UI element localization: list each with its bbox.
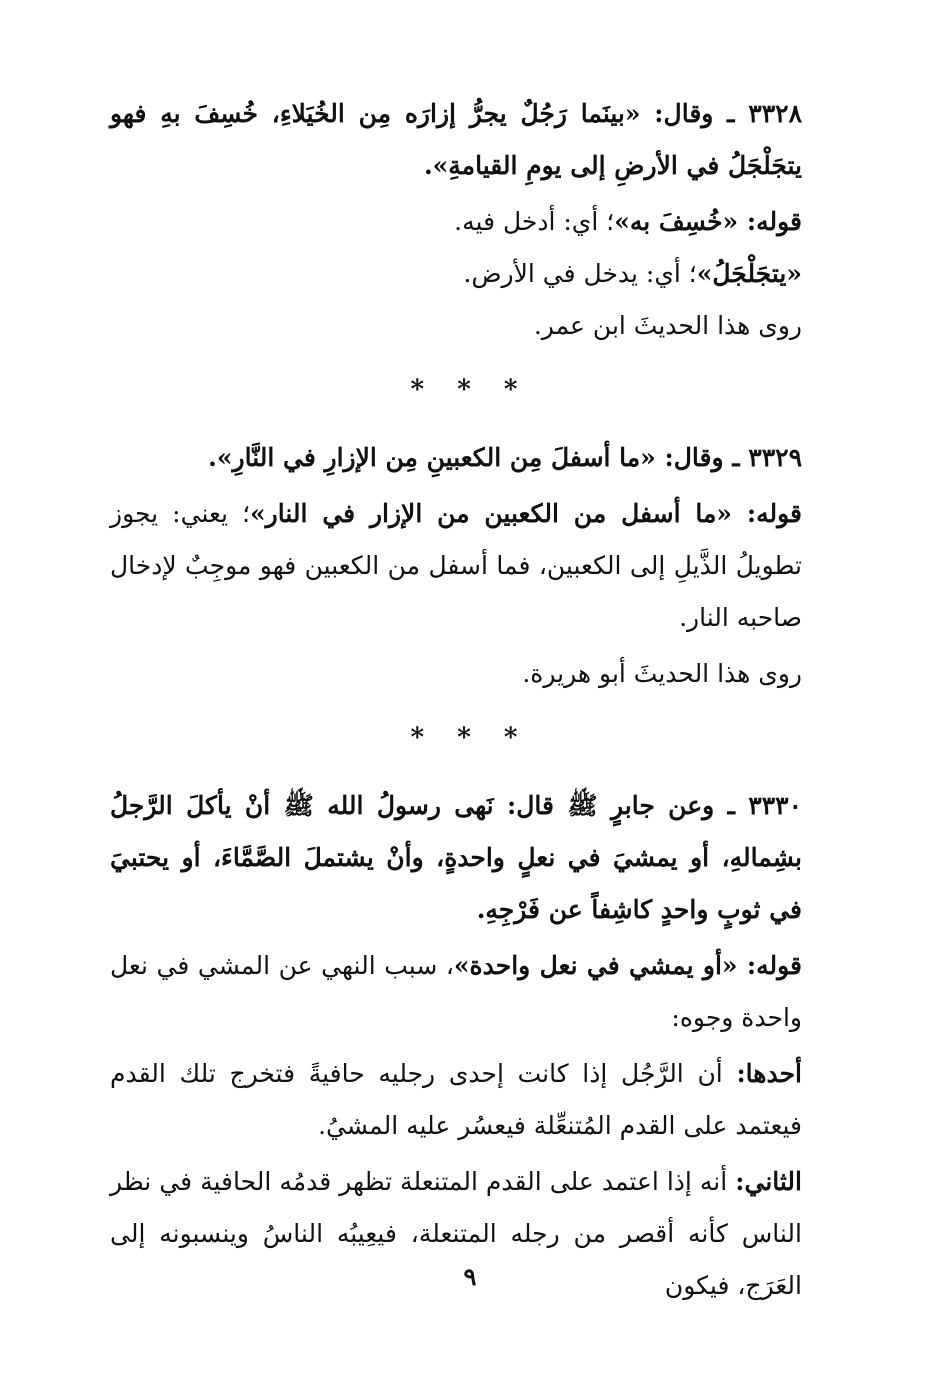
commentary-label: «يتجَلْجَلُ»: [696, 259, 802, 288]
hadith-intro: ـ وقال:: [640, 99, 749, 128]
commentary-text: ؛ أي: أدخل فيه.: [454, 207, 615, 236]
page-content: [110, 88, 830, 1312]
commentary-label: قوله: «ما أسفل من الكعبين من الإزار في النار»: [250, 499, 802, 528]
hadith-intro: ـ وقال:: [655, 443, 749, 472]
reason-label: أحدها:: [736, 1059, 802, 1088]
commentary-text: ؛ يعني: يجوز تطويلُ الذَّيلِ إلى الكعبين، فما أسفل من الكعبين فهو موجِبٌ لإدخال صاحبه النار.: [110, 499, 802, 632]
commentary-3330: [110, 940, 830, 1044]
hadith-text: «ما أسفلَ مِن الكعبينِ مِن الإزارِ في النَّارِ».: [208, 443, 656, 472]
commentary-text: ؛ أي: يدخل في الأرض.: [463, 259, 697, 288]
hadith-3330: [110, 780, 830, 936]
hadith-text: نَهى رسولُ الله ﷺ أنْ يأكلَ الرَّجلُ بشِمالهِ، أو يمشيَ في نعلٍ واحدةٍ، وأنْ يشتملَ الصَّمَّاءَ، أو يحتبيَ في ثوبٍ واحدٍ كاشِفاً عن فَرْجِهِ.: [110, 791, 802, 924]
commentary-label: قوله: «خُسِفَ به»: [614, 207, 802, 236]
hadith-number: ٣٣٢٨: [748, 99, 803, 128]
hadith-text: «بينَما رَجُلٌ يجرُّ إزارَه مِن الخُيَلاءِ، خُسِفَ بهِ فهو يتجَلْجَلُ في الأرضِ إلى يومِ القيامةِ».: [110, 99, 802, 180]
commentary-text: ، سبب النهي عن المشي في نعل واحدة وجوه:: [110, 951, 802, 1032]
commentary-label: قوله: «أو يمشي في نعل واحدة»: [453, 951, 802, 980]
section-separator: * * *: [410, 375, 530, 405]
hadith-3328: [110, 88, 830, 192]
reason-first: [110, 1048, 830, 1152]
reason-text: أن الرَّجُل إذا كانت إحدى رجليه حافيةً فتخرج تلك القدم فيعتمد على القدم المُتنعِّلة فيعسُر عليه المشيُ.: [110, 1059, 802, 1140]
hadith-number: ٣٣٢٩: [748, 443, 802, 472]
section-separator-2: * * *: [410, 723, 530, 753]
commentary-3329: [110, 488, 830, 644]
narrator-3329: روى هذا الحديثَ أبو هريرة.: [522, 659, 802, 688]
reason-label: الثاني:: [735, 1167, 802, 1196]
commentary-3328-1: [110, 196, 830, 248]
commentary-3328-2: [110, 248, 830, 300]
hadith-3329: [110, 432, 830, 484]
page-number: ٩: [463, 1262, 477, 1291]
hadith-intro: ـ وعن جابرٍ ﷺ قال:: [493, 791, 749, 820]
hadith-number: ٣٣٣٠: [748, 791, 802, 820]
reason-text: أنه إذا اعتمد على القدم المتنعلة تظهر قدمُه الحافية في نظر الناس كأنه أقصر من رجله المتنعلة، فيعِيبُه الناسُ وينسبونه إلى العَرَج، فيكون: [110, 1167, 802, 1300]
narrator-3328: روى هذا الحديثَ ابن عمر.: [533, 311, 802, 340]
